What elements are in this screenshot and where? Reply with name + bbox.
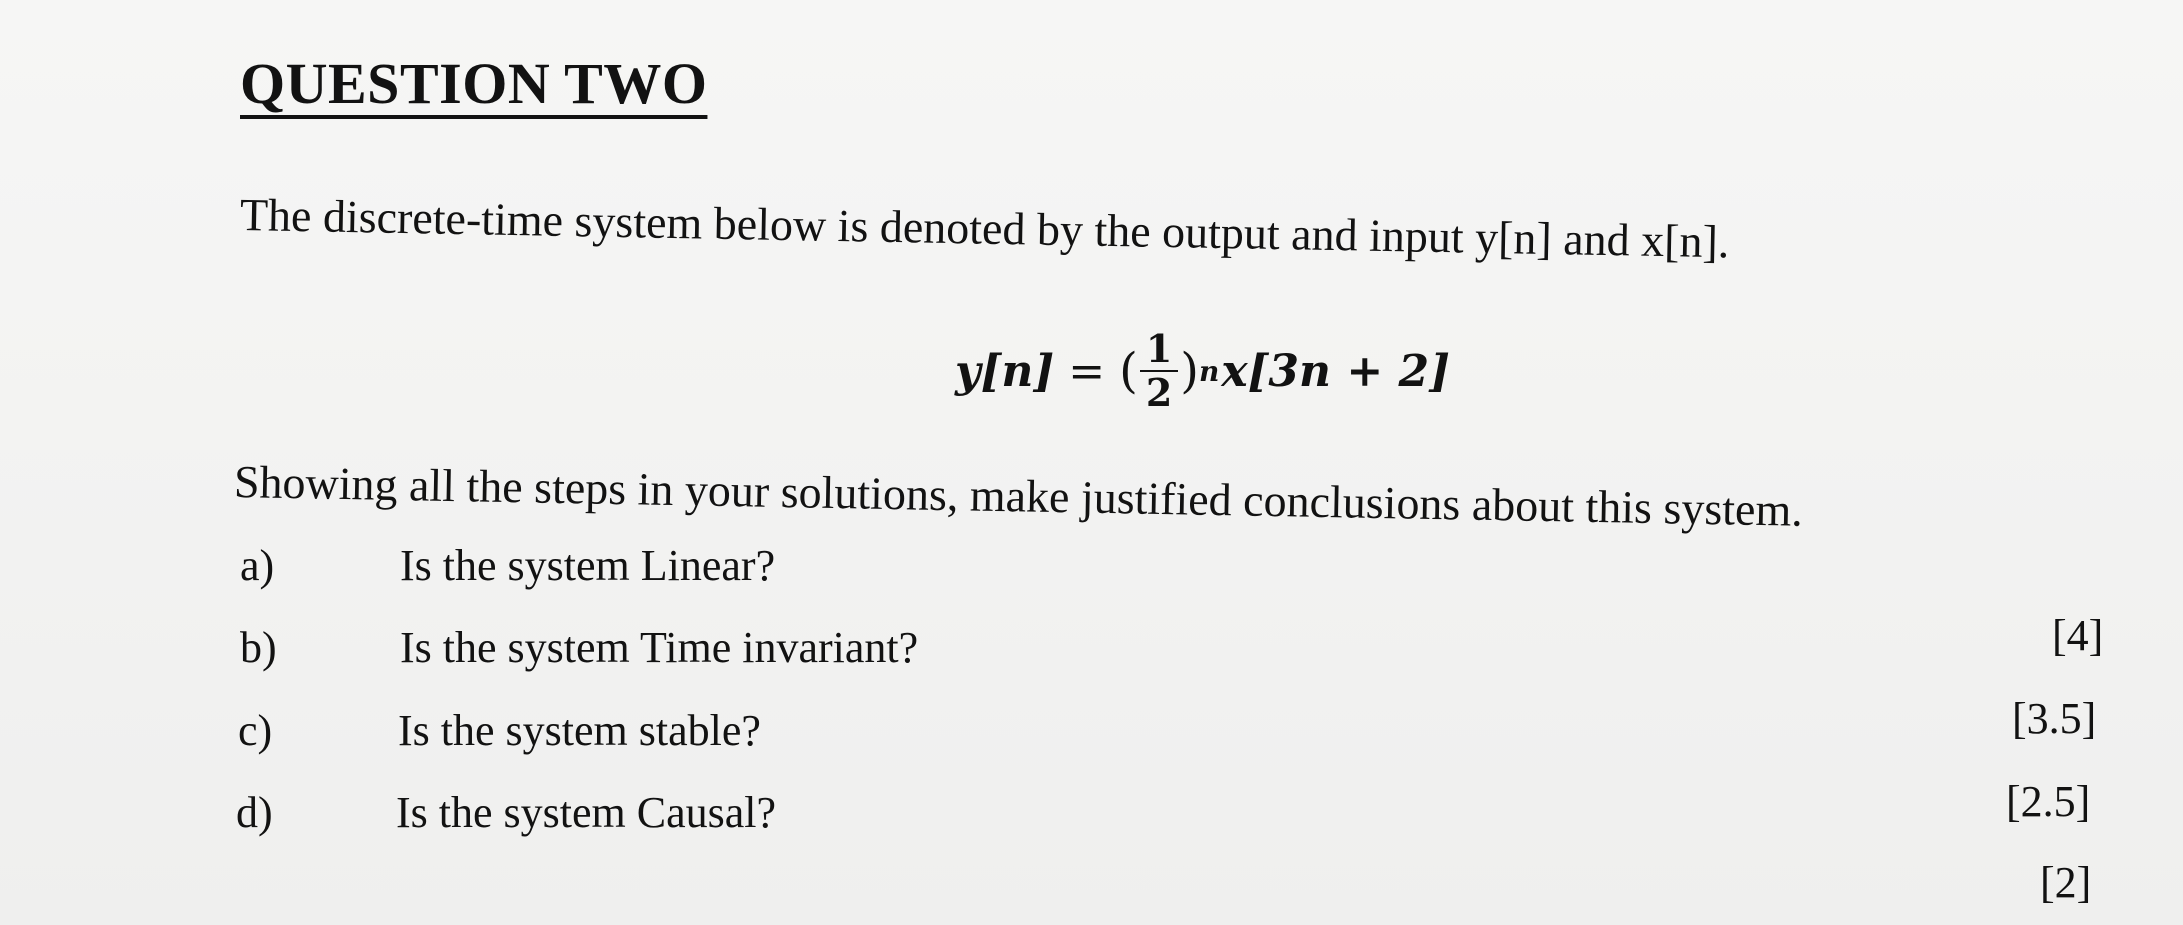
system-equation: [955, 326, 1450, 415]
question-item-d: [236, 787, 776, 838]
mark-a: [4]: [2052, 611, 2104, 660]
question-text: Is the system Causal?: [396, 788, 777, 837]
question-label: b): [240, 623, 277, 672]
question-item-b: [240, 622, 918, 673]
equation-exponent: n: [1199, 354, 1220, 388]
question-item-c: [238, 705, 761, 756]
question-text: Is the system Linear?: [400, 541, 776, 590]
mark-c: [2.5]: [2006, 777, 2091, 826]
equation-fraction: [1140, 326, 1178, 415]
fraction-denominator: 2: [1145, 370, 1173, 415]
equation-lhs: y[n]: [955, 345, 1055, 397]
intro-paragraph: The discrete-time system below is denoted by the output and input y[n] and x[n].: [239, 189, 1730, 268]
question-text: Is the system stable?: [398, 706, 761, 755]
fraction-numerator: 1: [1140, 330, 1178, 372]
equation-equals: =: [1068, 345, 1106, 397]
equation-close-paren: ): [1180, 343, 1199, 399]
question-text: Is the system Time invariant?: [400, 623, 919, 672]
question-label: d): [236, 788, 273, 837]
question-label: c): [238, 706, 273, 755]
equation-rhs: x[3n + 2]: [1221, 345, 1450, 397]
question-item-a: [240, 540, 775, 591]
question-label: a): [240, 541, 275, 590]
mark-b: [3.5]: [2012, 694, 2097, 743]
question-title: QUESTION TWO: [240, 51, 708, 116]
mark-d: [2]: [2040, 858, 2092, 907]
equation-open-paren: (: [1119, 343, 1138, 399]
instruction-paragraph: Showing all the steps in your solutions, make justified conclusions about this system.: [233, 456, 1804, 536]
